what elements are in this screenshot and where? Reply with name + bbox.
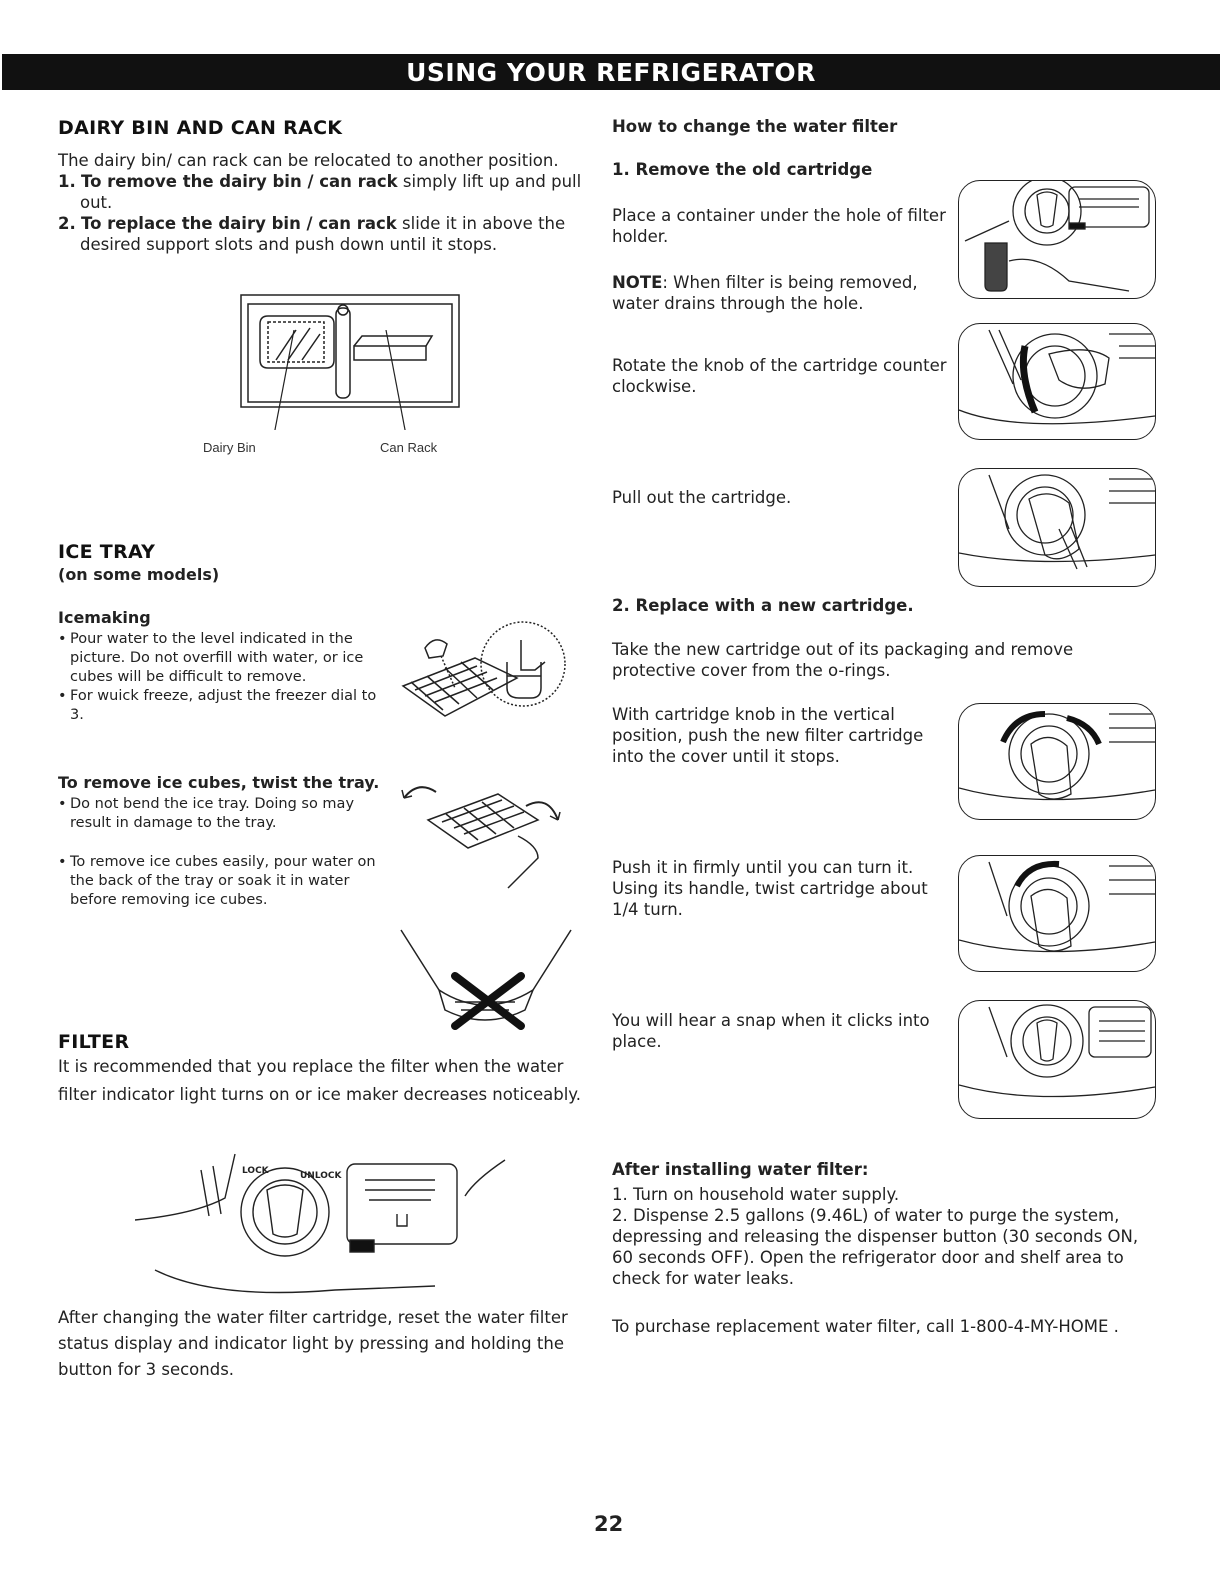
dairy-bin-label: Dairy Bin xyxy=(203,440,256,455)
icemaking-bullet-2: • For wuick freeze, adjust the freezer dial to 3. xyxy=(58,687,378,725)
remove-ice-bullets xyxy=(58,795,368,833)
figure-pull-cartridge xyxy=(958,468,1156,587)
ice-tray-subtitle: (on some models) xyxy=(58,565,220,584)
housing-lock-label: LOCK xyxy=(242,1166,269,1176)
change-filter-title: How to change the water filter xyxy=(612,117,898,136)
page-banner xyxy=(2,54,1220,90)
note-text: NOTE: When filter is being removed, water drains through the hole. xyxy=(612,273,918,313)
filter-intro: It is recommended that you replace the filter when the water filter indicator light turns on or ice maker decreases noticeably. xyxy=(58,1057,581,1104)
housing-unlock-label: UNLOCK xyxy=(300,1171,342,1181)
dairy-instructions xyxy=(58,150,598,255)
purchase-filter-text: To purchase replacement water filter, call 1-800-4-MY-HOME . xyxy=(612,1317,1119,1336)
after-install-title: After installing water filter: xyxy=(612,1160,869,1179)
remove-cartridge-title: 1. Remove the old cartridge xyxy=(612,160,873,179)
after-step-1: 1. Turn on household water supply. xyxy=(612,1185,900,1204)
replace-cartridge-title: 2. Replace with a new cartridge. xyxy=(612,596,914,615)
figure-snap-into-place xyxy=(958,1000,1156,1119)
soak-ice-bullet-1: • To remove ice cubes easily, pour water on the back of the tray or soak it in water before removing ice cubes. xyxy=(58,853,378,910)
figure-push-new-cartridge xyxy=(958,703,1156,820)
rotate-knob-text: Rotate the knob of the cartridge counter clockwise. xyxy=(612,356,947,396)
place-container-text: Place a container under the hole of filter holder. xyxy=(612,206,946,246)
dairy-step-1: 1. To remove the dairy bin / can rack simply lift up and pull out. xyxy=(58,172,582,212)
dairy-intro: The dairy bin/ can rack can be relocated to another position. xyxy=(58,151,559,170)
note-label: NOTE xyxy=(612,273,663,292)
remove-ice-bullet-1: • Do not bend the ice tray. Doing so may result in damage to the tray. xyxy=(58,795,368,833)
soak-ice-bullets xyxy=(58,853,378,910)
filter-section-title: FILTER xyxy=(58,1031,130,1053)
take-new-cartridge-text: Take the new cartridge out of its packaging and remove protective cover from the o-rings. xyxy=(612,640,1074,680)
twist-cartridge-text: Push it in firmly until you can turn it. Using its handle, twist cartridge about 1/4 turn. xyxy=(612,858,928,919)
remove-ice-title: To remove ice cubes, twist the tray. xyxy=(58,773,380,792)
ice-tray-fill-illustration xyxy=(395,618,575,728)
figure-twist-cartridge xyxy=(958,855,1156,972)
dairy-section-title: DAIRY BIN AND CAN RACK xyxy=(58,117,343,139)
pull-cartridge-text: Pull out the cartridge. xyxy=(612,488,792,507)
dairy-step-2: 2. To replace the dairy bin / can rack slide it in above the desired support slots and push down until it stops. xyxy=(58,214,566,254)
filter-reset-text: After changing the water filter cartridge, reset the water filter status display and indicator light by pressing and holding the button for 3 seconds. xyxy=(58,1308,568,1379)
icemaking-bullet-1: • Pour water to the level indicated in the picture. Do not overfill with water, or ice cubes will be difficult to remove. xyxy=(58,630,378,687)
icemaking-bullets xyxy=(58,630,378,725)
after-step-2: 2. Dispense 2.5 gallons (9.46L) of water to purge the system, depressing and releasing the dispenser button (30 seconds ON, 60 seconds OFF). Open the refrigerator door and shelf area to check for water leaks. xyxy=(612,1206,1139,1288)
figure-rotate-knob xyxy=(958,323,1156,440)
can-rack-label: Can Rack xyxy=(380,440,438,455)
dairy-leader-lines xyxy=(236,330,466,430)
snap-into-place-text: You will hear a snap when it clicks into place. xyxy=(612,1011,930,1051)
ice-tray-title: ICE TRAY xyxy=(58,541,156,563)
banner-title: USING YOUR REFRIGERATOR xyxy=(406,57,816,87)
push-into-cover-text: With cartridge knob in the vertical position, push the new filter cartridge into the cover until it stops. xyxy=(612,705,924,766)
figure-container-under-holder xyxy=(958,180,1156,299)
twist-tray-illustration xyxy=(398,776,568,896)
after-install-steps xyxy=(612,1184,1162,1289)
do-not-bend-illustration xyxy=(395,920,575,1030)
page-number: 22 xyxy=(594,1512,624,1536)
icemaking-title: Icemaking xyxy=(58,608,151,627)
